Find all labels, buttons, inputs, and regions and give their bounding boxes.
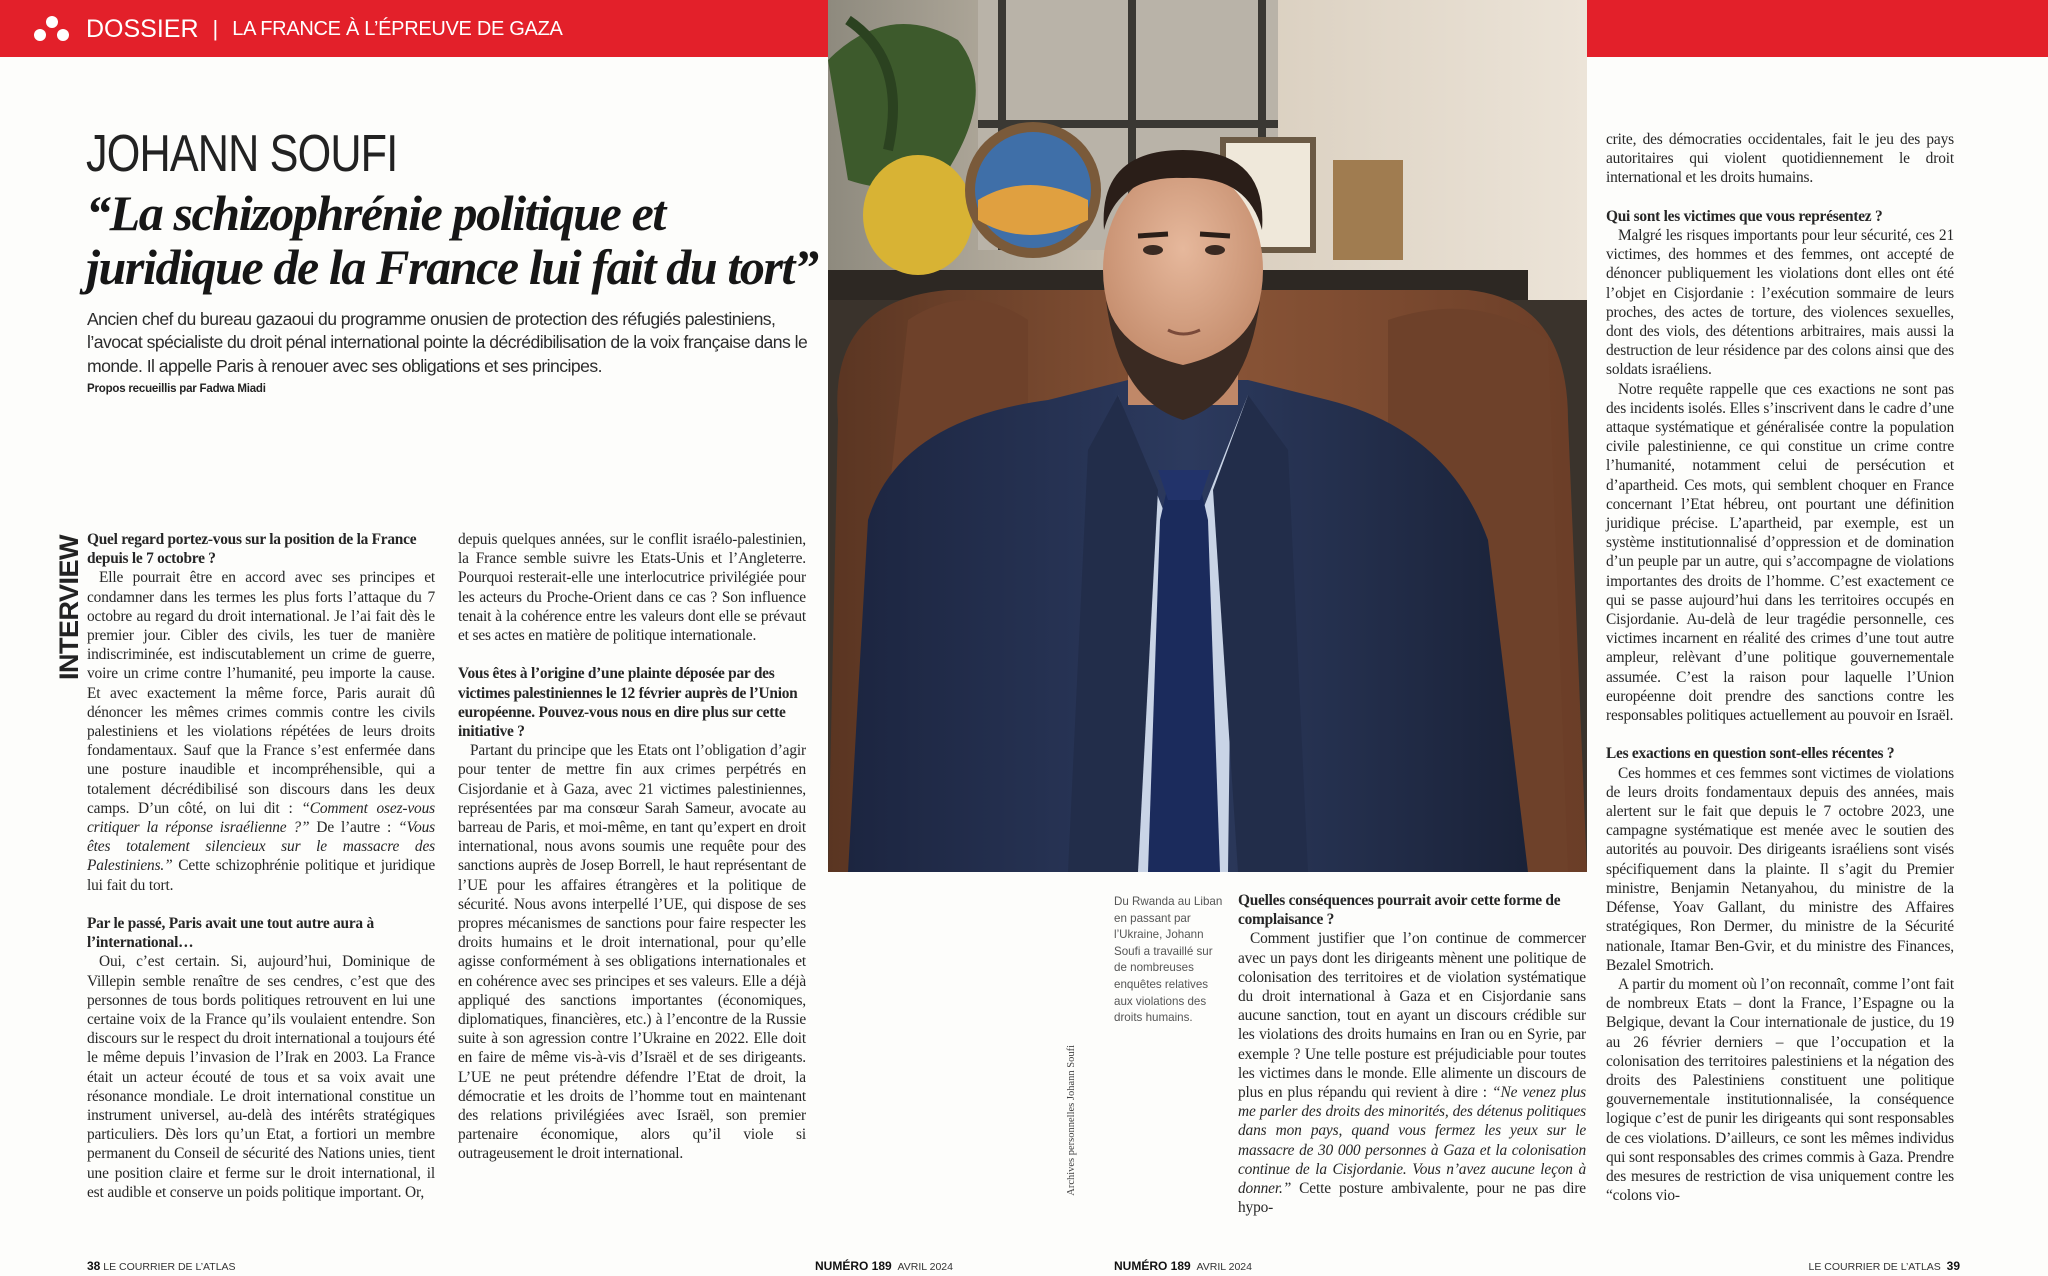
answer-text: Comment justifier que l’on continue de commercer avec un pays dont les dirigeants mènent une politique de colonisation des territoires et de violation systématique du droit international à Gaza et en Cisjordanie sans aucune sanction, tout en ayant un discours crédible sur les violations des droits humains en Iran ou en Syrie, par exemple ? Une telle posture est préjudiciable pour toutes les victimes dans le monde. Elle alimente un discours de plus en plus répandu qui revient à dire : bbox=[1238, 930, 1586, 1102]
answer-text: crite, des démocraties occidentales, fait le jeu des pays autoritaires qui violent quotidiennement le droit international et les droits humains. bbox=[1606, 131, 1954, 187]
answer-paragraph bbox=[87, 568, 435, 894]
article-heading-block bbox=[86, 186, 826, 397]
interview-question: Quelles conséquences pourrait avoir cette forme de complaisance ? bbox=[1238, 892, 1561, 929]
dossier-title: LA FRANCE À L’ÉPREUVE DE GAZA bbox=[232, 17, 563, 40]
column-2 bbox=[458, 530, 806, 1164]
answer-paragraph bbox=[1606, 380, 1954, 726]
answer-text: Notre requête rappelle que ces exactions ne sont pas des incidents isolés. Elles s’inscrivent dans le cadre d’une attaque systématique et généralisée contre la population civile palestinienne, ce qui constitue un crime contre l’humanité, notamment celui de persécution et d’apartheid. Ces mots, qui semblent choquer en France concernant l’Etat hébreu, ont pourtant une définition juridique précise. L’apartheid, par exemple, est un système institutionnalisé d’oppression et de domination d’un peuple par un autre, qui s’accompagne de violations importantes des droits de l’homme. C’est exactement ce qui se passe aujourd’hui dans les territoires occupés en Cisjordanie. Au-delà de leur tragédie personnelle, ces victimes incarnent en réalité des crimes d’une tout autre ampleur, relèvant d’une politique gouvernementale assumée. C’est la raison pour laquelle l’Union européenne doit prendre des sanctions contre les responsables politiques actuellement au pouvoir en Israël. bbox=[1606, 380, 1954, 725]
headline: “La schizophrénie politique et juridique de la France lui fait du tort” bbox=[86, 185, 818, 295]
answer-text: Partant du principe que les Etats ont l’obligation d’agir pour tenter de mettre fin aux crimes perpétrés en Cisjordanie et à Gaza, avec 21 victimes palestiniennes, représentées par ma consœur Sarah Sameur, avocate au barreau de Paris, et moi-même, en tant qu’expert en droit international, nous avons soumis une requête pour des sanctions auprès de Josep Borrell, le haut représentant de l’UE pour les affaires étrangères et la politique de sécurité. Nous avons interpellé l’UE, qui dispose de ses propres mécanismes de sanctions pour faire respecter les droits humains et le droit international, pour qu’elle agisse conformément à ses obligations internationales et en cohérence avec ses principes et ses valeurs. Elle a déjà appliqué des sanctions importantes (économiques, diplomatiques, financières, etc.) à l’encontre de la Russie suite à son agression contre l’Ukraine en 2022. Elle doit en faire de même vis-à-vis d’Israël et de ses dirigeants. L’UE ne peut prétendre défendre l’Etat de droit, la démocratie et les droits de l’homme tout en maintenant des relations privilégiées avec Israël, son premier partenaire économique, alors qu’il viole si outrageusement le droit international. bbox=[458, 742, 806, 1163]
answer-text: depuis quelques années, sur le conflit israélo-palestinien, la France semble suivre les Etats-Unis et l’Angleterre. Pourquoi resterait-elle une interlocutrice privilégiée pour les acteurs du Proche-Orient dans ce cas ? Son influence tenait à la cohérence entre les valeurs dont elle se prévaut et ses actes en matière de politique internationale. bbox=[458, 531, 806, 645]
photo-credit bbox=[1066, 1045, 1082, 1210]
answer-text: Elle pourrait être en accord avec ses principes et condamner dans les termes les plus forts l’attaque du 7 octobre au regard du droit international. Je l’ai fait dès le premier jour. Cibler des civils, les tuer de manière indiscriminée, est indiscutablement un crime de guerre, voire un crime contre l’humanité, peu importe la cause. Et avec exactement la même force, Paris aurait dû dénoncer les mêmes crimes commis contre les civils palestiniens et les violations répétées de leurs droits fondamentaux. Sauf que la France s’est enfermée dans une posture inaudible et incompréhensible, qui a totalement décrédibilisé son discours dans les deux camps. D’un côté, on lui dit : bbox=[87, 569, 435, 817]
answer-text: A partir du moment où l’on reconnaît, comme l’ont fait de nombreux Etats – dont la France, l’Espagne ou la Belgique, devant la Cour internationale de justice, du 19 au 26 février derniers – que l’occupation et la colonisation des territoires palestiniens et la négation des droits des Palestiniens constituent une politique gouvernementale institutionnalisée, la conséquence logique c’est de punir les dirigeants qui sont responsables de ces violations. D’ailleurs, ce sont les mêmes individus qui sont responsables des crimes commis à Gaza. Prendre des mesures de restriction de visa uniquement contre les “colons vio- bbox=[1606, 975, 1954, 1205]
interviewee-name: JOHANN SOUFI bbox=[86, 125, 398, 183]
photo-credit-text: Archives personnelles Johann Soufi bbox=[1066, 1045, 1077, 1196]
rubric-label bbox=[54, 535, 84, 705]
header-separator: | bbox=[212, 16, 219, 41]
footer-issue-left bbox=[815, 1259, 953, 1273]
section-label: DOSSIER bbox=[86, 14, 199, 43]
answer-text: Oui, c’est certain. Si, aujourd’hui, Dominique de Villepin semble renaître de ses cendres, c’est que des personnes de tous bords politiques retrouvent en lui une certaine voix de la France qu’ils voulaient entendre. Son discours sur le respect du droit international a toujours été le même depuis l’invasion de l’Irak en 2003. La France était un acteur écouté de tous et sa voix avait une résonance mondiale. Le droit international constitue un instrument universel, au-delà des intérêts stratégiques particuliers. Dès lors qu’un Etat, a fortiori un membre permanent du Conseil de sécurité des Nations unies, tient une position claire et ferme sur le droit international, il est audible et conserve un poids politique important. Or, bbox=[87, 953, 435, 1201]
answer-paragraph bbox=[87, 952, 435, 1202]
answer-text: Cette schizophrénie politique et juridique lui fait du tort. bbox=[87, 857, 435, 894]
quoted-text: “Comment osez-vous critiquer la réponse israélienne ?” bbox=[87, 799, 435, 837]
answer-paragraph bbox=[1606, 130, 1954, 188]
dossier-header bbox=[34, 12, 563, 46]
answer-text: De l’autre : bbox=[309, 819, 399, 837]
answer-paragraph bbox=[1606, 226, 1954, 380]
answer-text: Ces hommes et ces femmes sont victimes de violations de leurs droits fondamentaux depuis des années, mais alertent sur le fait que depuis le 7 octobre 2023, une campagne systématique est menée avec le soutien des autorités au pouvoir. Des dirigeants israéliens sont visés spécifiquement dans la plainte. Il s’agit du Premier ministre, Benjamin Netanyahou, du ministre de la Défense, Yoav Gallant, du ministre des Affaires stratégiques, Ron Dermer, du ministre de la Sécurité nationale, Itamar Ben-Gvir, et du ministre des Finances, Bezalel Smotrich. bbox=[1606, 764, 1954, 974]
magazine-name-right: LE COURRIER DE L’ATLAS bbox=[1808, 1261, 1941, 1273]
photo-caption: Du Rwanda au Liban en passant par l’Ukraine, Johann Soufi a travaillé sur de nombreuses enquêtes relatives aux violations des droits humains. bbox=[1114, 895, 1223, 1025]
answer-text: Cette posture ambivalente, pour ne pas dire hypo- bbox=[1238, 1180, 1586, 1217]
column-4 bbox=[1606, 130, 1954, 1205]
footer-right bbox=[1809, 1259, 1960, 1273]
answer-paragraph bbox=[458, 530, 806, 645]
quoted-text: “Vous êtes totalement silencieux sur le massacre des Palestiniens.” bbox=[87, 819, 435, 875]
rubric-text: INTERVIEW bbox=[54, 535, 84, 681]
answer-paragraph bbox=[1606, 764, 1954, 975]
issue-number-right: NUMÉRO 189 bbox=[1114, 1259, 1191, 1273]
intro-paragraph: Ancien chef du bureau gazaoui du programme onusien de protection des réfugiés palestiniens, l’avocat spécialiste du droit pénal international pointe la décrédibilisation de la voix française dans le monde. Il appelle Paris à renouer avec ses obligations et ses principes. bbox=[87, 309, 808, 376]
footer-left bbox=[87, 1259, 236, 1273]
interview-question: Les exactions en question sont-elles récentes ? bbox=[1606, 745, 1895, 763]
portrait-photo-icon bbox=[828, 0, 1587, 872]
page-number-left: 38 bbox=[87, 1259, 101, 1273]
column-3 bbox=[1238, 891, 1586, 1217]
answer-paragraph bbox=[1238, 929, 1586, 1217]
interview-question: Vous êtes à l’origine d’une plainte déposée par des victimes palestiniennes le 12 février auprès de l’Union européenne. Pouvez-vous nous en dire plus sur cette initiative ? bbox=[458, 665, 798, 741]
byline: Propos recueillis par Fadwa Miadi bbox=[87, 382, 266, 395]
column-1 bbox=[87, 530, 435, 1202]
interview-question: Quel regard portez-vous sur la position de la France depuis le 7 octobre ? bbox=[87, 531, 417, 568]
quoted-text: “Ne venez plus me parler des droits des minorités, des détenus politiques dans mon pays, quand vous fermez les yeux sur le massacre de 30 000 personnes à Gaza et la colonisation continue de la Cisjordanie. Vous n’avez aucune leçon à donner.” bbox=[1238, 1084, 1586, 1198]
magazine-name-left: LE COURRIER DE L’ATLAS bbox=[103, 1261, 236, 1273]
issue-number-left: NUMÉRO 189 bbox=[815, 1259, 892, 1273]
issue-date-right: AVRIL 2024 bbox=[1196, 1261, 1252, 1273]
issue-date-left: AVRIL 2024 bbox=[897, 1261, 953, 1273]
portrait-photo bbox=[828, 0, 1587, 872]
answer-text: Malgré les risques importants pour leur sécurité, ces 21 victimes, des hommes et des femmes, ont accepté de dénoncer publiquement les violations dont elles ont été l’objet en Cisjordanie : l’exécution sommaire de leurs proches, des actes de torture, des violences sexuelles, dont des viols, des détentions arbitraires, mais aussi la destruction de leur résidence par des colons ainsi que des soldats israéliens. bbox=[1606, 227, 1954, 379]
page-number-right: 39 bbox=[1946, 1259, 1960, 1273]
interview-question: Par le passé, Paris avait une tout autre aura à l’international… bbox=[87, 915, 374, 952]
three-dots-logo-icon bbox=[34, 16, 70, 42]
footer-issue-right bbox=[1114, 1259, 1252, 1273]
interview-question: Qui sont les victimes que vous représentez ? bbox=[1606, 207, 1883, 225]
dossier-banner-right bbox=[1587, 0, 2048, 57]
answer-paragraph bbox=[458, 741, 806, 1163]
answer-paragraph bbox=[1606, 975, 1954, 1205]
